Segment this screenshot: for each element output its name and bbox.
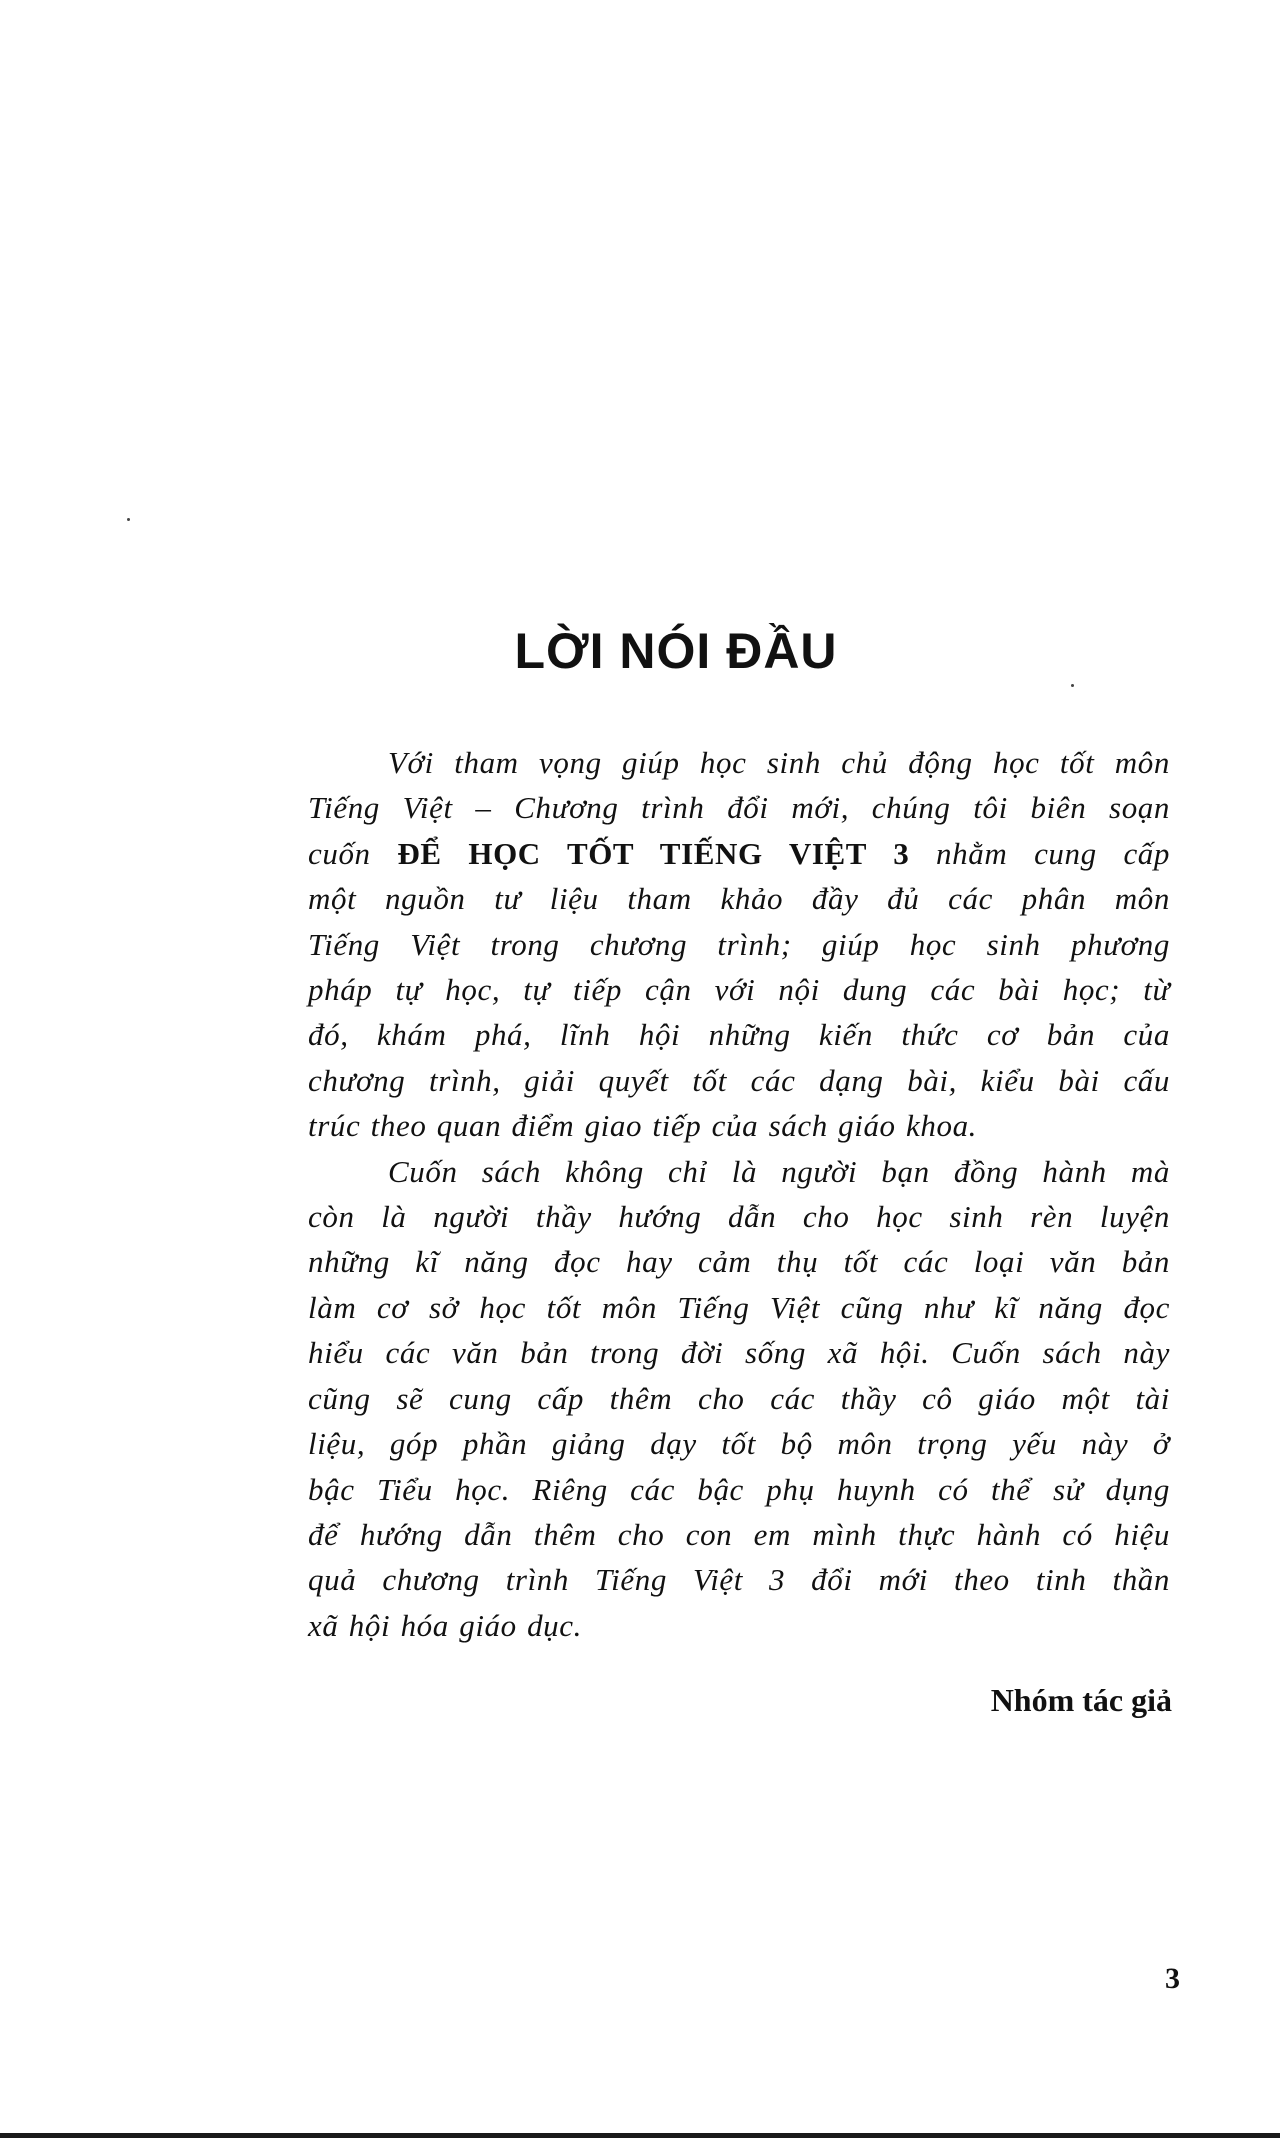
scan-speck bbox=[127, 518, 130, 521]
paragraph-line: làm cơ sở học tốt môn Tiếng Việt cũng như kĩ năng đọc bbox=[308, 1289, 1170, 1325]
scan-speck bbox=[1071, 684, 1074, 687]
paragraph-line: chương trình, giải quyết tốt các dạng bài, kiểu bài cấu bbox=[308, 1062, 1170, 1098]
page-number: 3 bbox=[1165, 1962, 1180, 1995]
paragraph-line: hiểu các văn bản trong đời sống xã hội. Cuốn sách này bbox=[308, 1335, 1170, 1371]
paragraph-line: để hướng dẫn thêm cho con em mình thực hành có hiệu bbox=[308, 1516, 1170, 1552]
paragraph-line: pháp tự học, tự tiếp cận với nội dung các bài học; từ bbox=[308, 972, 1170, 1008]
book-title: ĐỂ HỌC TỐT TIẾNG VIỆT 3 bbox=[397, 835, 910, 871]
preface-body bbox=[308, 740, 1170, 1648]
page-title-text: LỜI NÓI ĐẦU bbox=[514, 623, 838, 679]
text-fragment: cuốn bbox=[308, 835, 398, 871]
paragraph-line: trúc theo quan điểm giao tiếp của sách giáo khoa. bbox=[308, 1108, 978, 1144]
paragraph-line: một nguồn tư liệu tham khảo đầy đủ các phân môn bbox=[308, 881, 1170, 917]
paragraph-line: những kĩ năng đọc hay cảm thụ tốt các loại văn bản bbox=[308, 1244, 1170, 1280]
paragraph-1 bbox=[308, 740, 1170, 1149]
paragraph-line: cũng sẽ cung cấp thêm cho các thầy cô giáo một tài bbox=[308, 1380, 1170, 1416]
scan-edge-rule bbox=[0, 2133, 1280, 2138]
paragraph-line: đó, khám phá, lĩnh hội những kiến thức cơ bản của bbox=[308, 1017, 1170, 1053]
paragraph-line: Với tham vọng giúp học sinh chủ động học tốt môn bbox=[388, 745, 1170, 780]
paragraph-line: xã hội hóa giáo dục. bbox=[308, 1607, 582, 1643]
paragraph-2 bbox=[308, 1149, 1170, 1648]
paragraph-line: liệu, góp phần giảng dạy tốt bộ môn trọng yếu này ở bbox=[308, 1426, 1170, 1462]
author-signature: Nhóm tác giả bbox=[990, 1682, 1172, 1718]
paragraph-line-with-book-title bbox=[308, 831, 1170, 876]
page-title bbox=[0, 622, 1280, 680]
paragraph-line: Tiếng Việt – Chương trình đổi mới, chúng tôi biên soạn bbox=[308, 790, 1170, 826]
paragraph-line: bậc Tiểu học. Riêng các bậc phụ huynh có thể sử dụng bbox=[308, 1471, 1170, 1507]
paragraph-line: quả chương trình Tiếng Việt 3 đổi mới theo tinh thần bbox=[308, 1562, 1170, 1598]
paragraph-line: Cuốn sách không chỉ là người bạn đồng hành mà bbox=[388, 1153, 1170, 1189]
paragraph-line: còn là người thầy hướng dẫn cho học sinh rèn luyện bbox=[308, 1199, 1170, 1235]
text-fragment: nhằm cung cấp bbox=[909, 835, 1170, 871]
paragraph-line: Tiếng Việt trong chương trình; giúp học sinh phương bbox=[308, 926, 1170, 962]
